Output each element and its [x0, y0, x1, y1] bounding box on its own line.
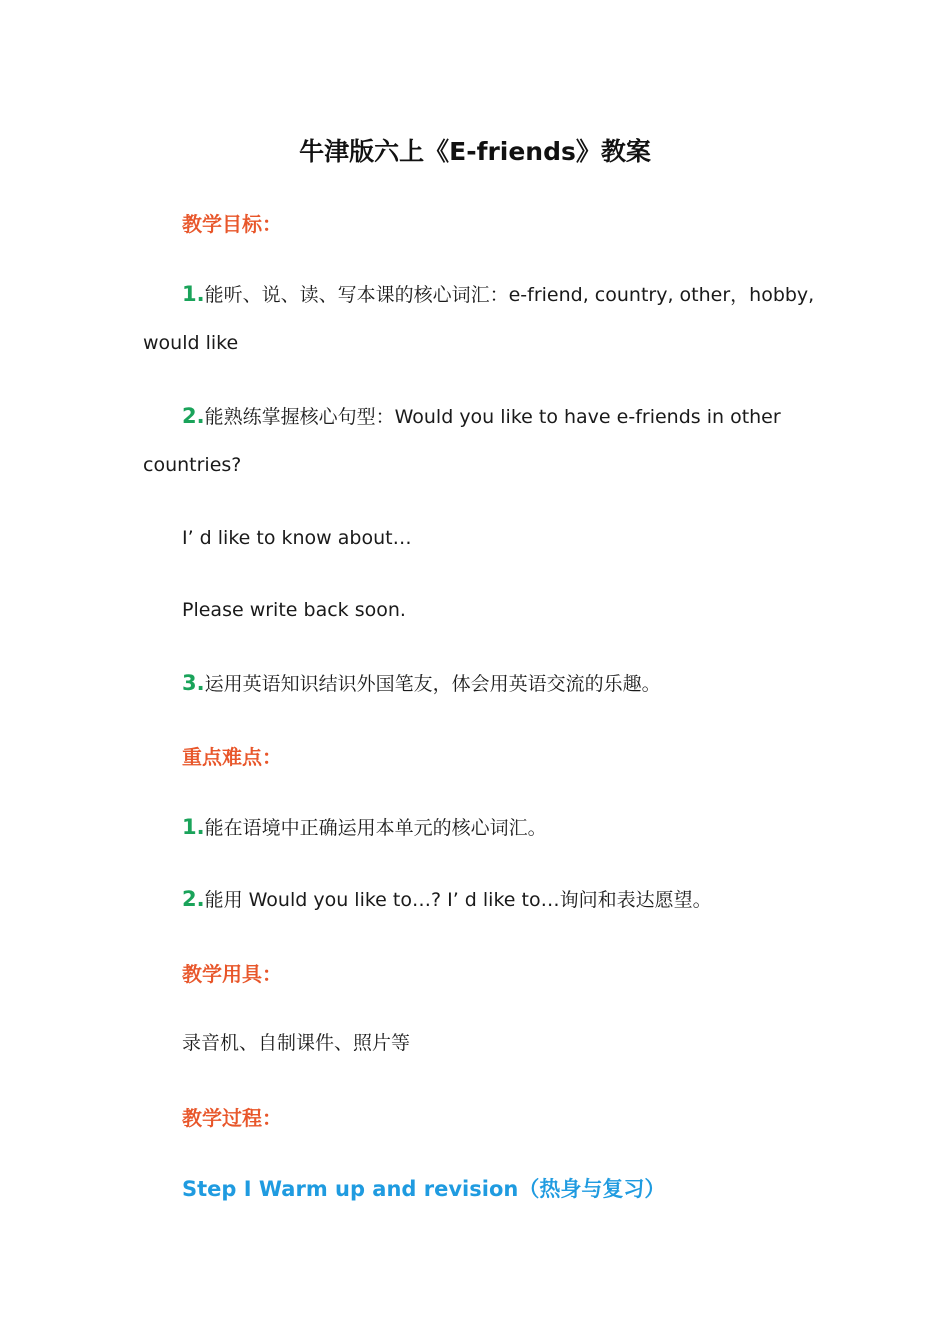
sentence-pattern-2: Please write back soon.	[182, 599, 406, 621]
item-number: 1.	[182, 282, 205, 306]
key-point-item-2	[182, 875, 822, 924]
section-heading-objectives: 教学目标：	[182, 212, 282, 236]
item-text: 能听、说、读、写本课的核心词汇：e-friend, country, other，hobby, would like	[143, 284, 815, 354]
objective-item-2	[143, 392, 823, 489]
item-text: 能熟练掌握核心句型：Would you like to have e-friends in other countries?	[143, 406, 781, 476]
document-title: 牛津版六上《E-friends》教案	[299, 137, 651, 166]
step-heading-1: Step I Warm up and revision（热身与复习）	[182, 1177, 666, 1201]
item-number: 2.	[182, 404, 205, 428]
item-number: 3.	[182, 671, 205, 695]
item-number: 1.	[182, 815, 205, 839]
sentence-pattern-1: I’ d like to know about…	[182, 527, 412, 549]
section-heading-process: 教学过程：	[182, 1106, 282, 1130]
section-heading-key-points: 重点难点：	[182, 745, 282, 769]
item-text: 能在语境中正确运用本单元的核心词汇。	[204, 817, 547, 839]
section-heading-tools: 教学用具：	[182, 962, 282, 986]
item-number: 2.	[182, 887, 205, 911]
item-text: 能用 Would you like to…? I’ d like to…询问和表达愿望。	[204, 889, 712, 911]
item-text: 运用英语知识结识外国笔友，体会用英语交流的乐趣。	[204, 673, 661, 695]
objective-item-1	[143, 270, 823, 367]
tools-text: 录音机、自制课件、照片等	[182, 1032, 411, 1054]
key-point-item-1	[182, 803, 822, 852]
objective-item-3	[182, 659, 822, 708]
